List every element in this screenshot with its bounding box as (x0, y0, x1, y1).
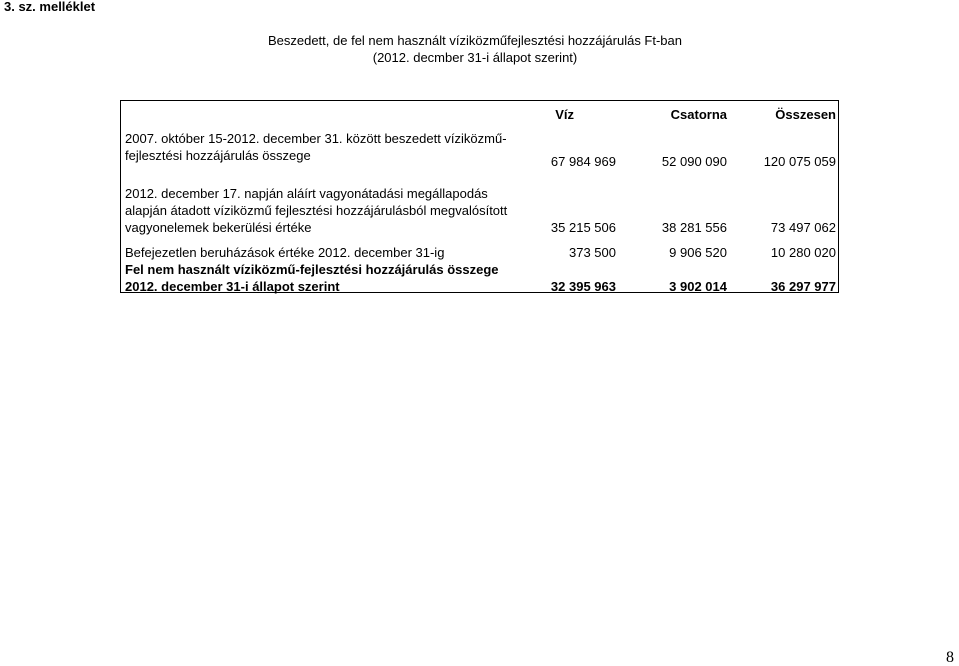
row-1-label-line-2: fejlesztési hozzájárulás összege (125, 148, 311, 163)
header-water: Víz (555, 107, 574, 122)
row-3-label (125, 244, 444, 261)
row-2-label (125, 185, 507, 236)
row-4-sewer: 3 902 014 (669, 279, 727, 294)
row-3-label-line-1: Befejezetlen beruházások értéke 2012. december 31-ig (125, 245, 445, 260)
page-number: 8 (946, 649, 954, 666)
row-4-label (125, 261, 499, 295)
title-line-1: Beszedett, de fel nem használt víziközműfejlesztési hozzájárulás Ft-ban (267, 33, 683, 48)
row-1-label (125, 130, 507, 164)
row-2-label-line-1: 2012. december 17. napján aláírt vagyonátadási megállapodás (125, 186, 488, 201)
title-line-2: (2012. decmber 31-i állapot szerint) (372, 50, 578, 65)
row-1-label-line-1: 2007. október 15-2012. december 31. között beszedett víziközmű- (125, 131, 507, 146)
row-3-water: 373 500 (569, 245, 616, 260)
header-sewer: Csatorna (670, 107, 727, 122)
row-3-total: 10 280 020 (770, 245, 836, 260)
row-2-sewer: 38 281 556 (661, 220, 727, 235)
row-2-label-line-2: alapján átadott víziközmű fejlesztési hozzájárulásból megvalósított (125, 203, 508, 218)
annex-label: 3. sz. melléklet (4, 0, 96, 14)
row-2-total: 73 497 062 (770, 220, 836, 235)
row-3-sewer: 9 906 520 (669, 245, 727, 260)
row-1-total: 120 075 059 (763, 154, 836, 169)
row-1-sewer: 52 090 090 (661, 154, 727, 169)
row-2-water: 35 215 506 (550, 220, 616, 235)
document-title (175, 32, 775, 66)
row-4-water: 32 395 963 (550, 279, 616, 294)
row-2-label-line-3: vagyonelemek bekerülési értéke (125, 220, 312, 235)
row-4-total: 36 297 977 (770, 279, 836, 294)
row-4-label-line-2: 2012. december 31-i állapot szerint (125, 279, 340, 294)
contribution-table (120, 100, 839, 293)
header-total: Összesen (775, 107, 836, 122)
row-1-water: 67 984 969 (550, 154, 616, 169)
row-4-label-line-1: Fel nem használt víziközmű-fejlesztési hozzájárulás összege (125, 262, 499, 277)
